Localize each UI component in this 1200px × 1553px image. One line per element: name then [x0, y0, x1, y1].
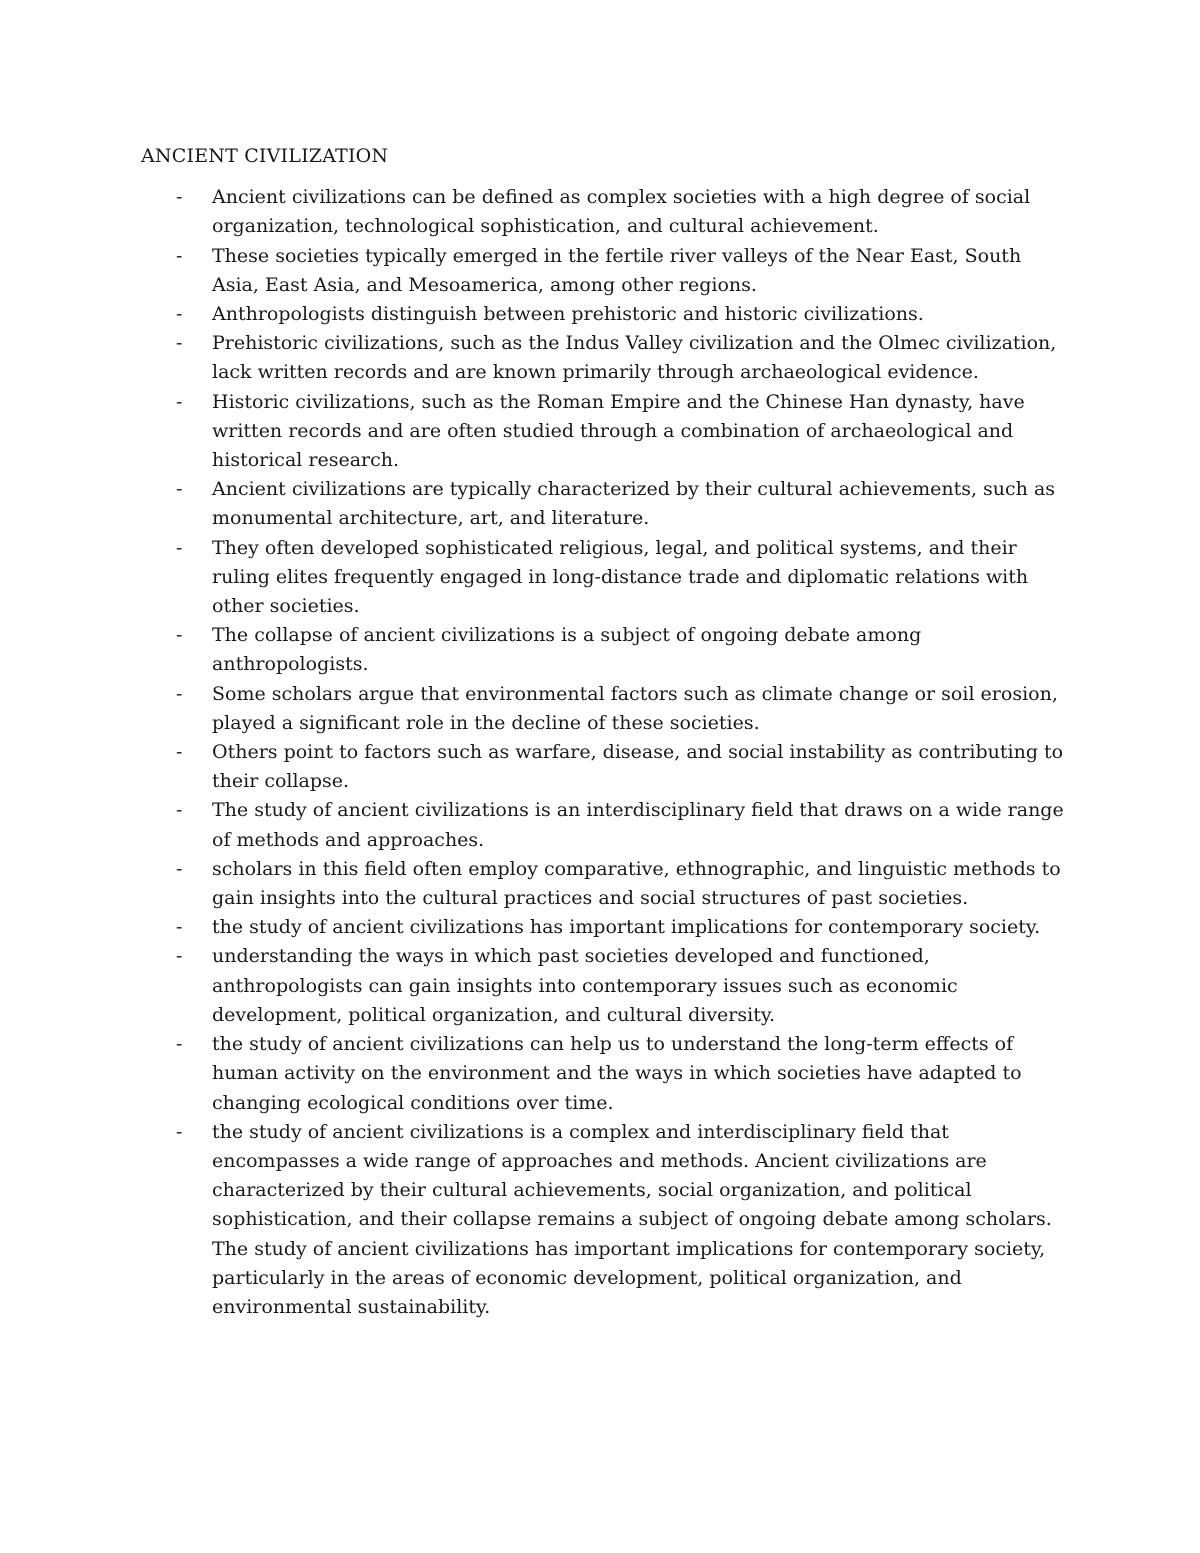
bullet-item — [141, 242, 1071, 300]
bullet-item — [141, 942, 1071, 1030]
bullet-item — [141, 1118, 1071, 1322]
bullet-text: Ancient civilizations can be defined as complex societies with a high degree of social organization, technological sophistication, and cultural achievement. — [212, 186, 1031, 238]
bullet-item — [141, 913, 1071, 942]
bullet-text: Ancient civilizations are typically characterized by their cultural achievements, such as monumental architecture, art, and literature. — [212, 478, 1056, 530]
bullet-item — [141, 796, 1071, 854]
bullet-item — [141, 1030, 1071, 1118]
bullet-dash: - — [176, 799, 183, 822]
bullet-dash: - — [176, 624, 183, 647]
bullet-dash: - — [176, 1120, 183, 1143]
bullet-list — [141, 183, 1071, 1322]
bullet-item — [141, 855, 1071, 913]
bullet-item — [141, 475, 1071, 533]
bullet-dash: - — [176, 390, 183, 413]
bullet-dash: - — [176, 478, 183, 501]
bullet-item — [141, 621, 1071, 679]
bullet-dash: - — [176, 916, 183, 939]
bullet-text: Others point to factors such as warfare, disease, and social instability as contributing to their collapse. — [212, 741, 1064, 793]
bullet-dash: - — [176, 244, 183, 267]
bullet-dash: - — [176, 303, 183, 326]
bullet-dash: - — [176, 1033, 183, 1056]
bullet-item — [141, 388, 1071, 476]
document-title: ANCIENT CIVILIZATION — [141, 145, 389, 167]
bullet-item — [141, 183, 1071, 241]
bullet-text: The collapse of ancient civilizations is a subject of ongoing debate among anthropologists. — [212, 624, 922, 676]
bullet-text: the study of ancient civilizations can help us to understand the long-term effects of human activity on the environment and the ways in which societies have adapted to changing ecological conditions over time. — [212, 1033, 1022, 1114]
bullet-text: scholars in this field often employ comparative, ethnographic, and linguistic methods to gain insights into the cultural practices and social structures of past societies. — [212, 857, 1061, 910]
bullet-text: Anthropologists distinguish between prehistoric and historic civilizations. — [212, 303, 924, 326]
bullet-dash: - — [176, 332, 183, 355]
bullet-text: The study of ancient civilizations is an interdisciplinary field that draws on a wide range of methods and approaches. — [212, 799, 1064, 851]
bullet-item — [141, 738, 1071, 796]
document-body — [141, 142, 1071, 1322]
bullet-item — [141, 680, 1071, 738]
bullet-dash: - — [176, 741, 183, 764]
bullet-item — [141, 534, 1071, 622]
bullet-text: These societies typically emerged in the fertile river valleys of the Near East, South Asia, East Asia, and Mesoamerica, among other regions. — [212, 244, 1022, 296]
bullet-dash: - — [176, 945, 183, 968]
bullet-item — [141, 329, 1071, 387]
bullet-text: Prehistoric civilizations, such as the Indus Valley civilization and the Olmec civilization, lack written records and are known primarily through archaeological evidence. — [212, 332, 1057, 384]
bullet-text: understanding the ways in which past societies developed and functioned, anthropologists can gain insights into contemporary issues such as economic development, political organization, and cultural diversity. — [212, 945, 958, 1026]
bullet-dash: - — [176, 186, 183, 209]
bullet-text: the study of ancient civilizations is a complex and interdisciplinary field that encompasses a wide range of approaches and methods. Ancient civilizations are characterized by their cultural achievements, social organization, and political sophistication, and their collapse remains a subject of ongoing debate among scholars. The study of ancient civilizations has important implications for contemporary society, particularly in the areas of economic development, political organization, and environmental sustainability. — [212, 1120, 1052, 1318]
bullet-dash: - — [176, 536, 183, 559]
bullet-dash: - — [176, 857, 183, 880]
bullet-text: Historic civilizations, such as the Roman Empire and the Chinese Han dynasty, have written records and are often studied through a combination of archaeological and historical research. — [212, 390, 1025, 472]
bullet-dash: - — [176, 682, 183, 705]
bullet-text: the study of ancient civilizations has important implications for contemporary society. — [212, 916, 1041, 939]
bullet-item — [141, 300, 1071, 329]
bullet-text: Some scholars argue that environmental factors such as climate change or soil erosion, played a significant role in the decline of these societies. — [212, 682, 1058, 734]
bullet-text: They often developed sophisticated religious, legal, and political systems, and their ruling elites frequently engaged in long-distance trade and diplomatic relations with other societies. — [212, 536, 1029, 618]
